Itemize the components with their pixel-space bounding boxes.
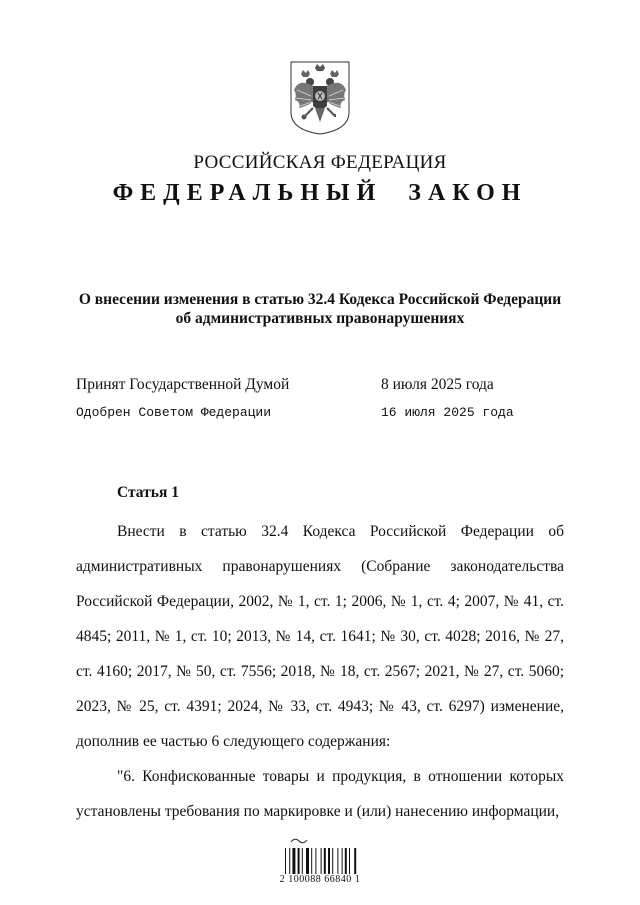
barcode-bar xyxy=(298,848,300,874)
barcode-bar xyxy=(324,848,326,874)
approval-council-label: Одобрен Советом Федерации xyxy=(76,405,272,420)
barcode-bar xyxy=(332,848,333,874)
barcode-bar xyxy=(345,848,347,874)
barcode-bar xyxy=(342,848,343,874)
barcode-bar xyxy=(289,848,290,874)
law-subject xyxy=(40,290,600,328)
barcode-bar xyxy=(354,848,356,874)
russian-coat-of-arms-icon xyxy=(289,60,351,136)
barcode-bar xyxy=(337,848,338,874)
article-paragraph-2: "6. Конфискованные товары и продукция, в отношении которых установлены требования по маркировке и (или) нанесению информации, xyxy=(76,768,564,820)
barcode-number: 2 100088 66840 1 xyxy=(279,874,361,885)
subject-line-1: О внесении изменения в статью 32.4 Кодекса Российской Федерации xyxy=(78,291,562,308)
barcode-bar xyxy=(306,848,309,874)
barcode-bar xyxy=(321,848,322,874)
adoption-duma-label: Принят Государственной Думой xyxy=(76,376,290,393)
barcode-bar xyxy=(311,848,312,874)
barcode-bar xyxy=(292,848,295,874)
subject-line-2: об административных правонарушениях xyxy=(175,310,465,327)
document-type-title xyxy=(0,180,640,207)
country-name: РОССИЙСКАЯ ФЕДЕРАЦИЯ xyxy=(193,152,447,173)
barcode-bar xyxy=(285,848,286,874)
article-paragraph-1: Внести в статью 32.4 Кодекса Российской Федерации об административных правонарушениях (Собрание законодательства Российской Федерации, 2002, № 1, ст. 1; 2006, № 1, ст. 4; 2007, № 41, ст. 4845; 2011, № 1, ст. 10; 2013, № 14, ст. 1641; № 30, ст. 4028; 2016, № 27, ст. 4160; 2017, № 50, ст. 7556; 2018, № 18, ст. 2567; 2021, № 27, ст. 5060; 2023, № 25, ст. 4391; 2024, № 33, ст. 4943; № 43, ст. 6297) изменение, дополнив ее частью 6 следующего содержания: xyxy=(76,523,564,750)
barcode-bar xyxy=(302,848,303,874)
article-heading: Статья 1 xyxy=(117,484,179,501)
barcode-bar xyxy=(315,848,316,874)
law-title-text: ФЕДЕРАЛЬНЫЙ ЗАКОН xyxy=(112,180,528,206)
adoption-duma-date: 8 июля 2025 года xyxy=(381,376,494,393)
barcode-bar xyxy=(328,848,330,874)
barcode-bar xyxy=(349,848,350,874)
approval-council-date: 16 июля 2025 года xyxy=(381,405,514,420)
article-body xyxy=(76,514,564,829)
